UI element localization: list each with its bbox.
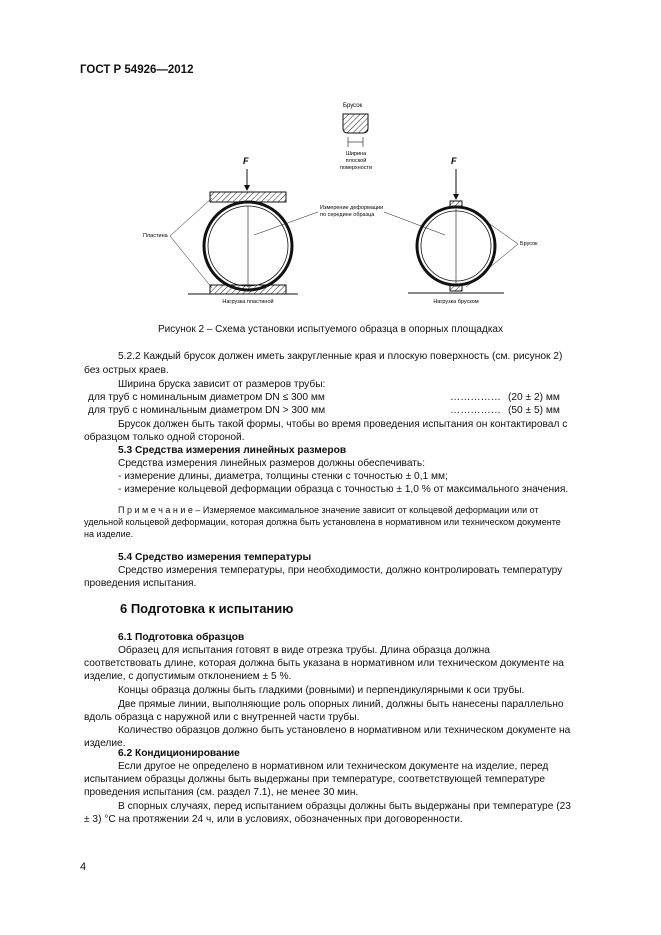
section-5-4-heading: 5.4 Средство измерения температуры xyxy=(118,552,312,563)
section-6-2-heading: 6.2 Кондиционирование xyxy=(118,748,240,759)
label-plate: Пластина xyxy=(143,233,168,239)
bullet-1: - измерение длины, диаметра, толщины стенки с точностью ± 0,1 мм; xyxy=(118,471,448,482)
paragraph-5-2-2-line-2: без острых краев. xyxy=(84,365,169,376)
paragraph-6-1-line-3: изделие, с допустимым отклонением ± 5 %. xyxy=(84,671,292,682)
note-line-1: П р и м е ч а н и е – Измеряемое максимальное значение зависит от кольцевой деформации или от xyxy=(118,505,539,515)
label-width-1: Ширина xyxy=(345,151,367,157)
paragraph-5-2-2-line-1: 5.2.2 Каждый брусок должен иметь закругленные края и плоскую поверхность (см. рисунок 2) xyxy=(118,351,563,362)
paragraph-bar-shape-line-2: образцом только одной стороной. xyxy=(84,432,245,443)
paragraph-lines-1: Две прямые линии, выполняющие роль опорных линий, должны быть нанесены параллельно xyxy=(118,699,564,710)
bottom-bar-right xyxy=(450,285,462,291)
force-label-left: F xyxy=(243,156,249,166)
label-load-bar: Нагрузка бруском xyxy=(433,299,479,305)
figure-caption: Рисунок 2 – Схема установки испытуемого образца в опорных площадках xyxy=(158,324,503,335)
paragraph-dispute-1: В спорных случаях, перед испытанием образцы должны быть выдержаны при температуре (23 xyxy=(118,801,571,812)
paragraph-width: Ширина бруска зависит от размеров трубы: xyxy=(118,379,326,390)
document-id: ГОСТ Р 54926—2012 xyxy=(80,64,194,76)
label-measure-1: Измерение деформации xyxy=(320,205,384,211)
paragraph-5-3: Средства измерения линейных размеров должны обеспечивать: xyxy=(118,458,426,469)
paragraph-6-2-line-1: Если другое не определено в нормативном или техническом документе на изделие, перед xyxy=(118,761,549,772)
paragraph-5-4-line-1: Средство измерения температуры, при необходимости, должно контролировать температуру xyxy=(118,565,563,576)
label-bar-right: Брусок xyxy=(520,241,538,247)
paragraph-6-2-line-2: испытанием образцы должны быть выдержаны при температуре, соответствующей температуре xyxy=(84,774,546,785)
label-bar-top: Брусок xyxy=(343,103,363,109)
paragraph-count-1: Количество образцов должно быть установлено в нормативном или техническом документе на xyxy=(118,725,571,736)
note-line-2: удельной кольцевой деформации, которая должна быть установлена в нормативном или техническом документе xyxy=(84,517,561,527)
label-width-2: плоской xyxy=(345,158,367,164)
bullet-2: - измерение кольцевой деформации образца с точностью ± 1,0 % от максимального значения. xyxy=(118,484,569,495)
paragraph-ends: Концы образца должны быть гладкими (ровными) и перпендикулярными к оси трубы. xyxy=(118,685,525,696)
section-6-1-heading: 6.1 Подготовка образцов xyxy=(118,632,245,643)
paragraph-6-1-line-1: Образец для испытания готовят в виде отрезка трубы. Длина образца должна xyxy=(118,645,490,656)
paragraph-6-2-line-3: проведения испытания (см. раздел 7.1), не менее 30 мин. xyxy=(84,787,359,798)
note-line-3: на изделие. xyxy=(84,529,134,539)
label-width-3: поверхности xyxy=(339,165,373,171)
bar-detail xyxy=(343,114,368,133)
paragraph-count-2: изделие. xyxy=(84,738,126,749)
width-row-1-value: (20 ± 2) мм xyxy=(508,392,560,403)
section-5-3-heading: 5.3 Средства измерения линейных размеров xyxy=(118,445,347,456)
paragraph-dispute-2: ± 3) °С на протяжении 24 ч, или в условиях, обозначенных при договоренности. xyxy=(84,814,463,825)
width-row-2-dots: …………… xyxy=(450,405,501,416)
paragraph-lines-2: вдоль образца с наружной или с внутренней части трубы. xyxy=(84,712,360,723)
paragraph-bar-shape-line-1: Брусок должен быть такой формы, чтобы во время проведения испытания он контактировал с xyxy=(118,419,568,430)
force-label-right: F xyxy=(451,156,457,166)
width-row-1-dots: …………… xyxy=(450,392,501,403)
label-measure-2: по середине образца xyxy=(320,212,375,218)
figure-test-setup xyxy=(0,95,661,310)
paragraph-6-1-line-2: соответствовать длине, которая должна быть указана в нормативном или техническом документе на xyxy=(84,658,564,669)
page-number: 4 xyxy=(80,861,87,873)
label-load-plate: Нагрузка пластиной xyxy=(222,299,274,305)
width-row-1-label: для труб с номинальным диаметром DN ≤ 300 мм xyxy=(88,392,325,403)
width-row-2-value: (50 ± 5) мм xyxy=(508,405,560,416)
width-row-2-label: для труб с номинальным диаметром DN > 300 мм xyxy=(88,405,326,416)
section-6-heading: 6 Подготовка к испытанию xyxy=(120,601,294,616)
paragraph-5-4-line-2: проведения испытания. xyxy=(84,578,197,589)
